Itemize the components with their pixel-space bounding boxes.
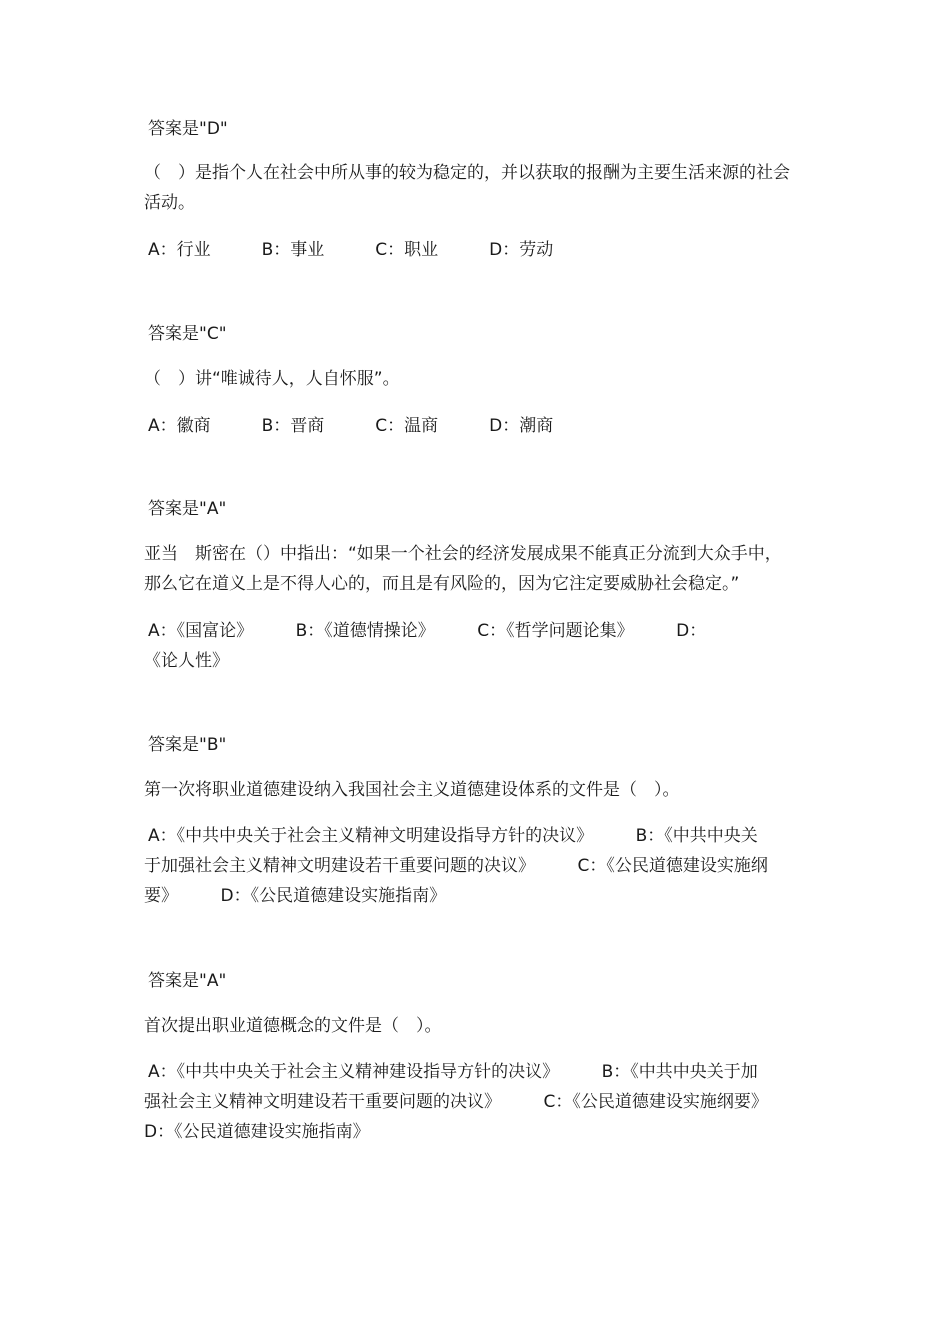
options-line: A：《中共中央关于社会主义精神文明建设指导方针的决议》 B：《中共中央关	[148, 826, 758, 846]
question-line: （ ）是指个人在社会中所从事的较为稳定的，并以获取的报酬为主要生活来源的社会	[144, 163, 790, 183]
options-line: A：《中共中央关于社会主义精神建设指导方针的决议》 B：《中共中央关于加	[148, 1062, 758, 1082]
answer-line: 答案是"D"	[148, 119, 228, 139]
answer-line: 答案是"A"	[148, 971, 227, 991]
question-line: 第一次将职业道德建设纳入我国社会主义道德建设体系的文件是（ ）。	[144, 780, 680, 800]
options-line: D：《公民道德建设实施指南》	[144, 1122, 370, 1142]
question-line: 活动。	[144, 193, 195, 213]
answer-line: 答案是"C"	[148, 324, 227, 344]
question-line: （ ）讲“唯诚待人，人自怀服”。	[144, 369, 400, 389]
answer-line: 答案是"B"	[148, 735, 227, 755]
question-line: 首次提出职业道德概念的文件是（ ）。	[144, 1016, 442, 1036]
options-line: 《论人性》	[144, 651, 229, 671]
question-line: 亚当 斯密在（）中指出：“如果一个社会的经济发展成果不能真正分流到大众手中，	[144, 544, 782, 564]
options-line: A：行业 B：事业 C：职业 D：劳动	[148, 240, 554, 260]
options-line: 要》 D：《公民道德建设实施指南》	[144, 886, 447, 906]
options-line: A：徽商 B：晋商 C：温商 D：潮商	[148, 416, 554, 436]
options-line: 于加强社会主义精神文明建设若干重要问题的决议》 C：《公民道德建设实施纲	[144, 856, 768, 876]
answer-line: 答案是"A"	[148, 499, 227, 519]
question-line: 那么它在道义上是不得人心的，而且是有风险的，因为它注定要威胁社会稳定。”	[144, 574, 740, 594]
options-line: A：《国富论》 B：《道德情操论》 C：《哲学问题论集》 D：	[148, 621, 707, 641]
options-line: 强社会主义精神文明建设若干重要问题的决议》 C：《公民道德建设实施纲要》	[144, 1092, 768, 1112]
